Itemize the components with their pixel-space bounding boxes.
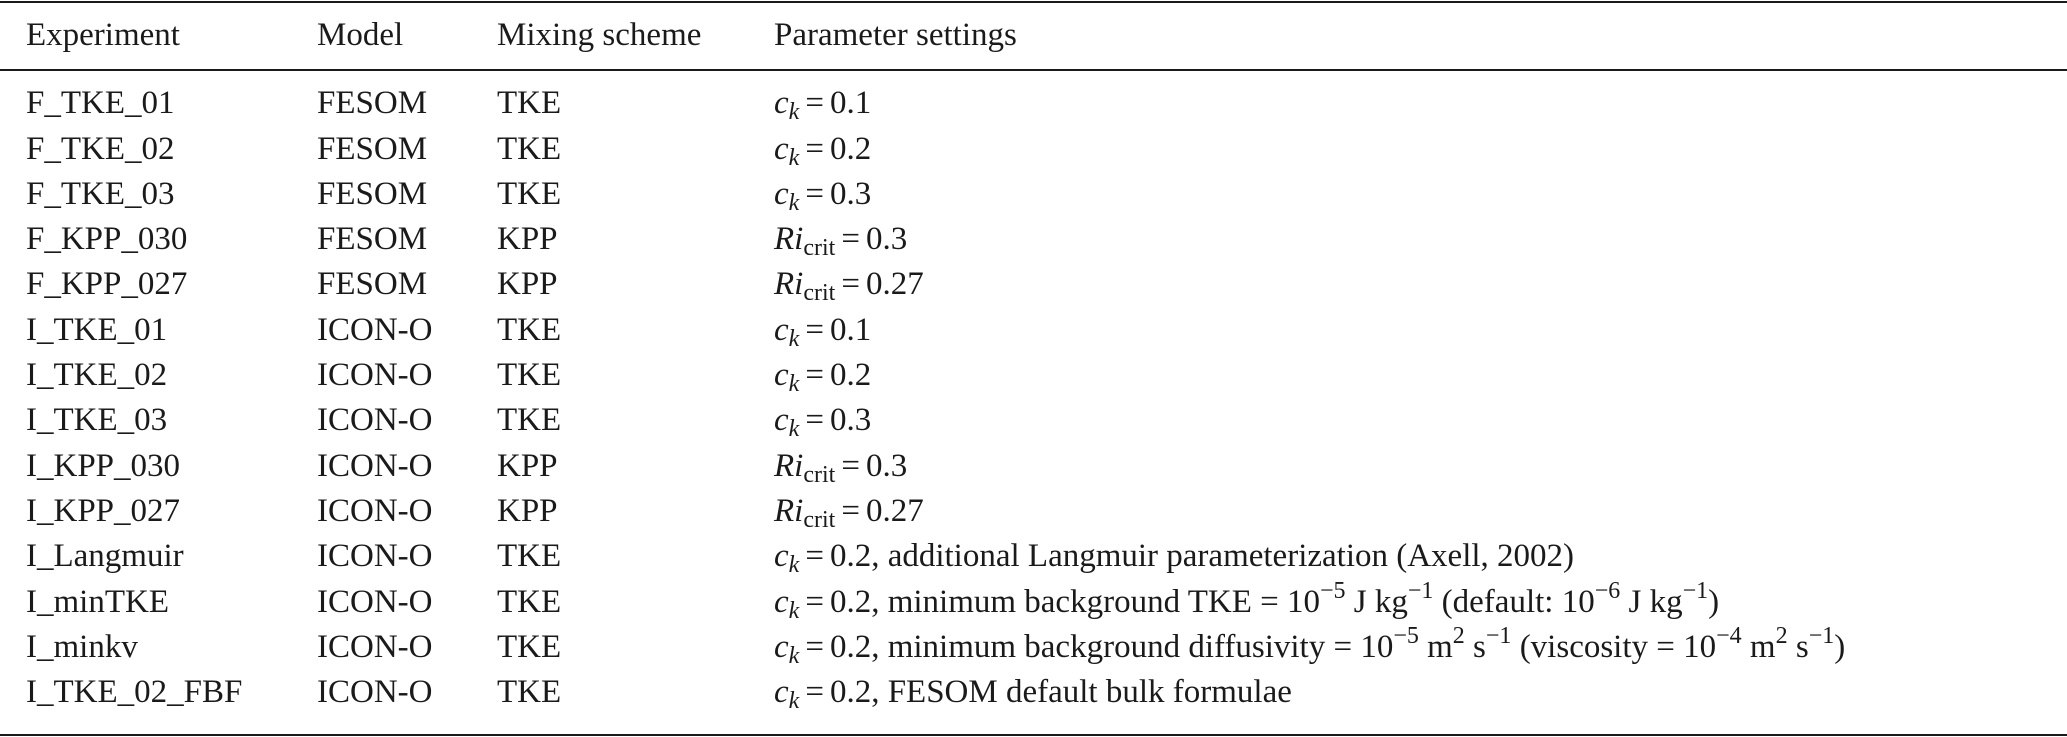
parameter-subscript: k [788,552,800,578]
parameter-symbol: c [774,674,789,710]
parameter-symbol: c [774,357,789,393]
model-cell: ICON-O [317,674,433,710]
table-header-row [0,13,2067,58]
experiment-cell: I_KPP_030 [26,448,181,484]
equals-sign: = [805,131,824,167]
model-cell: ICON-O [317,312,433,348]
header-mixing-scheme: Mixing scheme [497,17,702,53]
model-cell: FESOM [317,221,428,257]
mixing-scheme-cell: TKE [497,357,562,393]
parameter-value: 0.3 [829,176,872,212]
header-parameter-settings: Parameter settings [774,17,1017,53]
experiment-cell: I_minkv [26,629,138,665]
equals-sign: = [805,402,824,438]
setting-text: ) [1834,629,1846,665]
setting-text: (default: 10 [1433,584,1595,620]
mixing-scheme-cell: TKE [497,176,562,212]
model-cell: FESOM [317,176,428,212]
experiment-cell: I_TKE_03 [26,402,168,438]
parameter-settings-cell [774,444,907,489]
equals-sign: = [805,584,824,620]
equals-sign: = [841,221,860,257]
exponent: −1 [1485,623,1512,649]
setting-text: , additional Langmuir parameterization (Axell, 2002) [871,538,1575,574]
parameter-symbol: c [774,176,789,212]
parameter-settings-cell [774,308,871,353]
parameter-value: 0.1 [829,85,872,121]
parameter-symbol: c [774,402,789,438]
experiment-cell: I_Langmuir [26,538,184,574]
equals-sign: = [805,176,824,212]
mixing-scheme-cell: KPP [497,448,558,484]
model-cell: ICON-O [317,538,433,574]
mixing-scheme-cell: TKE [497,131,562,167]
parameter-value: 0.27 [865,266,924,302]
table-row [0,172,2067,217]
parameter-subscript: crit [803,462,836,488]
mixing-scheme-cell: TKE [497,629,562,665]
parameter-symbol: c [774,584,789,620]
experiment-cell: I_TKE_02_FBF [26,674,243,710]
parameter-settings-cell [774,625,1845,670]
model-cell: ICON-O [317,493,433,529]
experiment-cell: F_TKE_01 [26,85,175,121]
parameter-subscript: k [788,190,800,216]
experiment-cell: I_TKE_01 [26,312,168,348]
table-row [0,308,2067,353]
unit-text: s [1787,629,1809,665]
parameter-symbol: c [774,538,789,574]
parameter-settings-cell [774,489,924,534]
parameter-subscript: k [788,99,800,125]
table-row [0,262,2067,307]
experiment-cell: I_KPP_027 [26,493,181,529]
table-row [0,625,2067,670]
parameter-subscript: crit [803,507,836,533]
parameter-settings-cell [774,217,907,262]
mixing-scheme-cell: TKE [497,85,562,121]
parameter-value: 0.2 [829,357,872,393]
table-row [0,580,2067,625]
parameter-symbol: c [774,131,789,167]
parameter-value: 0.2 [829,629,872,665]
exponent: −4 [1716,623,1742,649]
setting-text: , minimum background TKE = 10 [871,584,1320,620]
parameter-subscript: k [788,371,800,397]
parameter-symbol: c [774,85,789,121]
top-rule [0,1,2067,3]
table-row [0,444,2067,489]
exponent: −5 [1319,578,1346,604]
equals-sign: = [841,493,860,529]
setting-text: , FESOM default bulk formulae [871,674,1292,710]
exponent: −1 [1407,578,1434,604]
parameter-subscript: k [788,145,800,171]
equals-sign: = [805,357,824,393]
parameter-symbol: c [774,312,789,348]
mixing-scheme-cell: KPP [497,266,558,302]
header-rule [0,69,2067,71]
table-row [0,489,2067,534]
model-cell: ICON-O [317,357,433,393]
parameter-settings-cell [774,534,1574,579]
exponent: 2 [1452,623,1465,649]
table-row [0,127,2067,172]
parameter-subscript: k [788,643,800,669]
equals-sign: = [805,538,824,574]
parameter-value: 0.2 [829,674,872,710]
exponent: −6 [1594,578,1621,604]
unit-text: J kg [1345,584,1408,620]
model-cell: FESOM [317,131,428,167]
experiment-cell: F_TKE_03 [26,176,175,212]
table-row [0,217,2067,262]
bottom-rule [0,734,2067,736]
mixing-scheme-cell: TKE [497,584,562,620]
exponent: −1 [1808,623,1835,649]
header-experiment: Experiment [26,17,180,53]
unit-text: m [1418,629,1453,665]
table-row [0,398,2067,443]
parameter-value: 0.2 [829,584,872,620]
equals-sign: = [841,448,860,484]
parameter-value: 0.2 [829,131,872,167]
parameter-subscript: k [788,688,800,714]
parameter-value: 0.27 [865,493,924,529]
unit-text: m [1741,629,1776,665]
parameter-symbol: Ri [774,448,804,484]
experiment-cell: I_minTKE [26,584,169,620]
table-row [0,353,2067,398]
experiment-cell: F_KPP_030 [26,221,188,257]
equals-sign: = [805,674,824,710]
equals-sign: = [805,85,824,121]
unit-text: s [1464,629,1486,665]
parameter-value: 0.3 [865,448,908,484]
parameter-settings-cell [774,353,871,398]
exponent: −1 [1682,578,1709,604]
header-model: Model [317,17,404,53]
model-cell: ICON-O [317,402,433,438]
parameter-symbol: Ri [774,266,804,302]
unit-text: J kg [1620,584,1683,620]
equals-sign: = [805,629,824,665]
parameter-symbol: Ri [774,493,804,529]
model-cell: FESOM [317,266,428,302]
table-row [0,81,2067,126]
experiment-cell: F_TKE_02 [26,131,175,167]
parameter-settings-cell [774,262,924,307]
mixing-scheme-cell: TKE [497,538,562,574]
equals-sign: = [841,266,860,302]
mixing-scheme-cell: KPP [497,221,558,257]
model-cell: ICON-O [317,629,433,665]
mixing-scheme-cell: TKE [497,402,562,438]
parameter-value: 0.2 [829,538,872,574]
setting-text: ) [1708,584,1720,620]
parameter-value: 0.3 [865,221,908,257]
setting-text: , minimum background diffusivity = 10 [871,629,1394,665]
parameter-settings-cell [774,670,1292,715]
parameter-value: 0.1 [829,312,872,348]
parameter-symbol: c [774,629,789,665]
parameter-subscript: crit [803,280,836,306]
model-cell: FESOM [317,85,428,121]
exponent: 2 [1775,623,1788,649]
parameter-subscript: k [788,416,800,442]
table-row [0,534,2067,579]
equals-sign: = [805,312,824,348]
exponent: −5 [1393,623,1419,649]
model-cell: ICON-O [317,448,433,484]
mixing-scheme-cell: TKE [497,312,562,348]
parameter-value: 0.3 [829,402,872,438]
parameter-settings-cell [774,398,871,443]
experiment-cell: F_KPP_027 [26,266,188,302]
parameter-symbol: Ri [774,221,804,257]
parameter-settings-cell [774,127,871,172]
setting-text: (viscosity = 10 [1511,629,1717,665]
parameter-settings-cell [774,172,871,217]
parameter-settings-cell [774,580,1719,625]
parameter-subscript: crit [803,235,836,261]
parameter-subscript: k [788,326,800,352]
experiment-cell: I_TKE_02 [26,357,168,393]
table-row [0,670,2067,715]
parameter-subscript: k [788,598,800,624]
parameter-settings-cell [774,81,871,126]
mixing-scheme-cell: TKE [497,674,562,710]
model-cell: ICON-O [317,584,433,620]
mixing-scheme-cell: KPP [497,493,558,529]
